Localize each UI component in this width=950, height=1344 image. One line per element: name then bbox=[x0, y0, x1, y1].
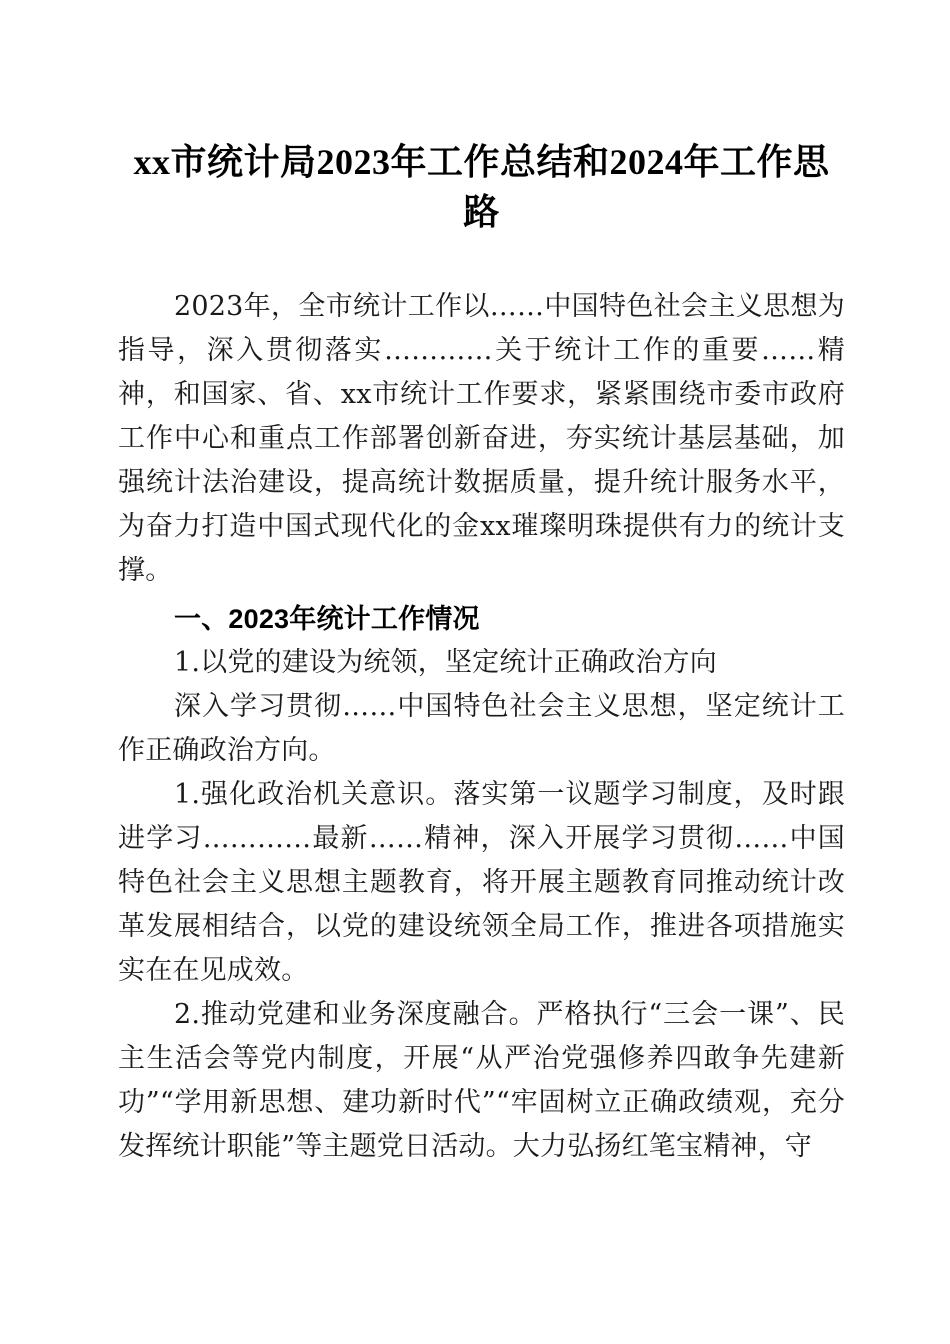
document-body bbox=[118, 0, 845, 1169]
paragraph-subsection-1: 1.以党的建设为统领，坚定统计正确政治方向 bbox=[174, 647, 717, 678]
section-heading-2023-work: 一、2023年统计工作情况 bbox=[174, 604, 480, 634]
paragraph-item-2: 2.推动党建和业务深度融合。严格执行“三会一课”、民主生活会等党内制度，开展“从严治党强修养四敢争先建新功”“学用新思想、建功新时代”“牢固树立正确政绩观，充分发挥统计职能”等主题党日活动。大力弘扬红笔宝精神，守 bbox=[118, 999, 845, 1162]
paragraph-item-1: 1.强化政治机关意识。落实第一议题学习制度，及时跟进学习…………最新……精神，深入开展学习贯彻……中国特色社会主义思想主题教育，将开展主题教育同推动统计改革发展相结合，以党的建设统领全局工作，推进各项措施实实在在见成效。 bbox=[118, 779, 845, 986]
paragraph-opening: 2023年，全市统计工作以……中国特色社会主义思想为指导，深入贯彻落实…………关于统计工作的重要……精神，和国家、省、xx市统计工作要求，紧紧围绕市委市政府工作中心和重点工作部署创新奋进，夯实统计基层基础，加强统计法治建设，提高统计数据质量，提升统计服务水平，为奋力打造中国式现代化的金xx璀璨明珠提供有力的统计支撑。 bbox=[118, 291, 845, 586]
page-title: xx市统计局2023年工作总结和2024年工作思路 bbox=[133, 142, 830, 232]
paragraph-subsection-1-intro: 深入学习贯彻……中国特色社会主义思想，坚定统计工作正确政治方向。 bbox=[118, 691, 845, 766]
